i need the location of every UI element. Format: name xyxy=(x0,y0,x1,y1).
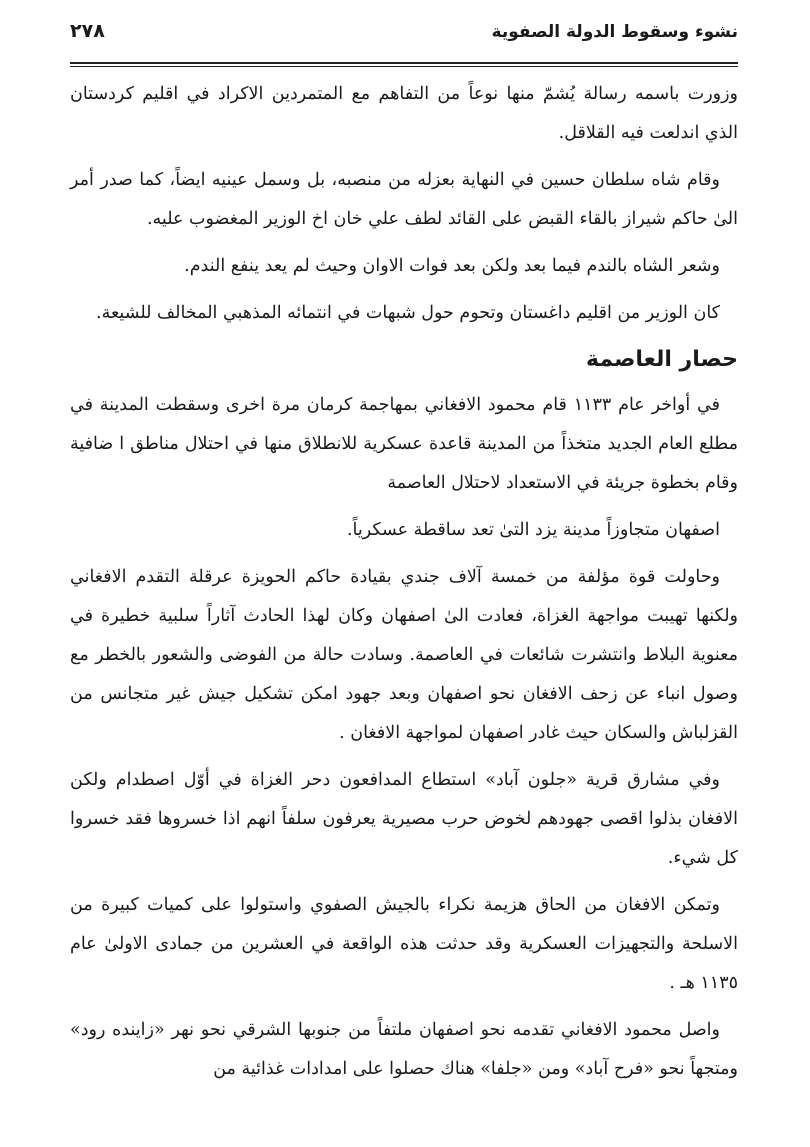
paragraph: في أواخر عام ١١٣٣ قام محمود الافغاني بمهاجمة كرمان مرة اخرى وسقطت المدينة في مطلع العام الجديد متخذاً من المدينة قاعدة عسكرية للانطلاق منها في احتلال مناطق ا ضافية وقام بخطوة جريئة في الاستعداد لاحتلال العاصمة xyxy=(70,395,738,493)
section-heading: حصار العاصمة xyxy=(586,347,738,372)
paragraph: وحاولت قوة مؤلفة من خمسة آلاف جندي بقيادة حاكم الحويزة عرقلة التقدم الافغاني ولكنها تهيبت مواجهة الغزاة، فعادت الىٰ اصفهان وكان لهذا الحادث آثاراً سلبية خطيرة في معنوية البلاط وانتشرت شائعات في العاصمة. وسادت حالة من الفوضى والشعور بالخطر مع وصول انباء عن زحف الافغان نحو اصفهان وبعد جهود امكن تشكيل جيش غير متجانس من القزلباش والسكان حيث غادر اصفهان لمواجهة الافغان . xyxy=(70,567,738,743)
body-text xyxy=(70,75,738,1089)
page-number: ٢٧٨ xyxy=(70,20,105,42)
paragraph: اصفهان متجاوزاً مدينة يزد التىٰ تعد ساقطة عسكرياً. xyxy=(346,520,720,540)
paragraph: وزورت باسمه رسالة يُشمّ منها نوعاً من التفاهم مع المتمردين الاكراد في اقليم كردستان الذي اندلعت فيه القلاقل. xyxy=(70,84,738,143)
paragraph: كان الوزير من اقليم داغستان وتحوم حول شبهات في انتمائه المذهبي المخالف للشيعة. xyxy=(96,303,720,323)
paragraph: وقام شاه سلطان حسين في النهاية بعزله من منصبه، بل وسمل عينيه ايضاً، كما صدر أمر الىٰ حاكم شيراز بالقاء القبض على القائد لطف علي خان اخ الوزير المغضوب عليه. xyxy=(70,170,738,229)
running-header xyxy=(70,20,738,56)
book-page xyxy=(70,20,738,1097)
paragraph: واصل محمود الافغاني تقدمه نحو اصفهان ملتفاً من جنوبها الشرقي نحو نهر «زاينده رود» ومتجهاً نحو «فرح آباد» ومن «جلفا» هناك حصلوا على امدادات غذائية من xyxy=(70,1020,738,1079)
header-title: نشوء وسقوط الدولة الصفوية xyxy=(491,22,738,42)
paragraph: وشعر الشاه بالندم فيما بعد ولكن بعد فوات الاوان وحيث لم يعد ينفع الندم. xyxy=(184,256,720,276)
paragraph: وفي مشارق قرية «جلون آباد» استطاع المدافعون دحر الغزاة في أوّل اصطدام ولكن الافغان بذلوا اقصى جهودهم لخوض حرب مصيرية يعرفون سلفاً انهم اذا خسروها فقد خسروا كل شيء. xyxy=(70,770,738,868)
header-rule xyxy=(70,62,738,67)
paragraph: وتمكن الافغان من الحاق هزيمة نكراء بالجيش الصفوي واستولوا على كميات كبيرة من الاسلحة والتجهيزات العسكرية وقد حدثت هذه الواقعة في العشرين من جمادى الاولىٰ عام ١١٣٥ هـ . xyxy=(70,895,738,993)
